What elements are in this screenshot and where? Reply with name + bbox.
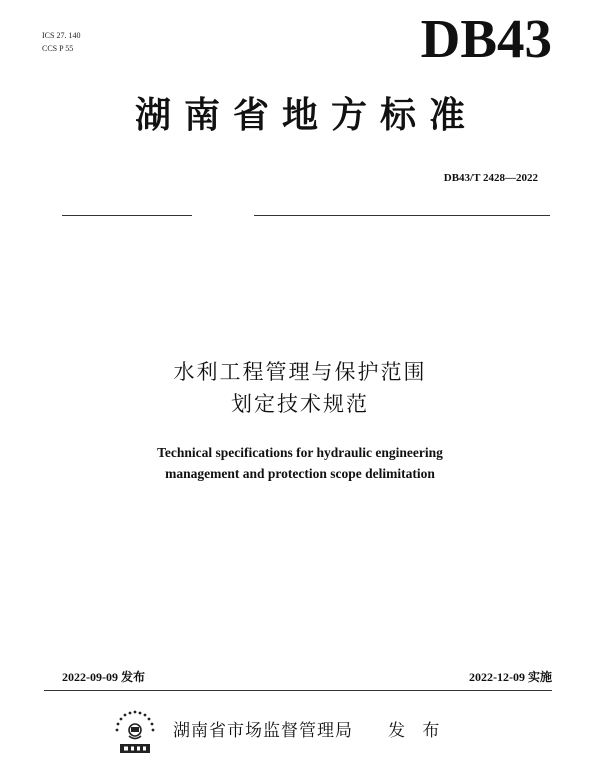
document-title-zh-line2: 划定技术规范	[231, 392, 369, 416]
document-title-en-line1: Technical specifications for hydraulic engineering	[157, 445, 443, 460]
issuer-name: 湖南省市场监督管理局	[173, 721, 353, 741]
divider-right	[254, 215, 550, 216]
divider-left	[62, 215, 192, 216]
issuer-action: 发 布	[388, 721, 440, 741]
implementation-date: 2022-12-09 实施	[469, 670, 552, 684]
standard-number: DB43/T 2428—2022	[443, 172, 538, 184]
document-title-en-line2: management and protection scope delimitation	[165, 466, 435, 481]
standard-category-title: 湖南省地方标准	[134, 95, 478, 136]
issue-date: 2022-09-09 发布	[62, 670, 145, 684]
issuer-seal-icon	[108, 708, 162, 758]
db43-logo: DB43	[420, 8, 552, 69]
divider-bottom	[44, 690, 552, 691]
ics-code: ICS 27. 140	[42, 31, 81, 40]
document-title-zh-line1: 水利工程管理与保护范围	[173, 360, 427, 384]
ccs-code: CCS P 55	[42, 44, 74, 53]
